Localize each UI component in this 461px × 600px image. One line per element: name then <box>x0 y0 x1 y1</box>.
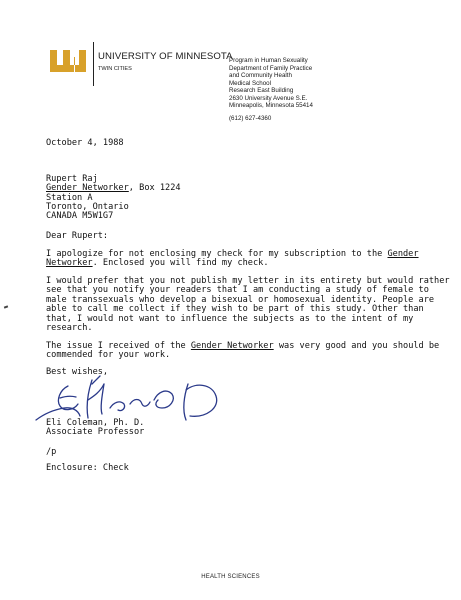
address-line: Program in Human Sexuality <box>229 57 308 64</box>
paragraph-1 <box>46 250 419 269</box>
paragraph-line: male transsexuals who develop a bisexual or homosexual identity. People are <box>46 294 435 305</box>
text-span: was very good and you should be <box>273 341 440 351</box>
letter-date: October 4, 1988 <box>46 138 124 148</box>
paragraph-line: commended for your work. <box>46 350 171 361</box>
closing: Best wishes, <box>46 367 109 377</box>
publication-title: Networker <box>46 258 93 269</box>
campus-name: TWIN CITIES <box>98 66 132 72</box>
typist-initials: /p <box>46 447 57 457</box>
paragraph-line: that, I would not want to influence the subjects as to the intent of my <box>46 313 414 324</box>
paragraph-3 <box>46 342 439 361</box>
phone-number: (612) 627-4360 <box>229 114 272 122</box>
signer-name: Eli Coleman, Ph. D. <box>46 418 145 428</box>
paragraph-2 <box>46 277 450 333</box>
address-line: Research East Building <box>229 87 294 94</box>
recipient-line: Station A <box>46 192 93 203</box>
paragraph-line: research. <box>46 323 93 334</box>
paragraph-line: see that you notify your readers that I am conducting a study of female to <box>46 285 429 296</box>
recipient-name: Rupert Raj <box>46 174 98 184</box>
letterhead-divider <box>93 42 94 86</box>
signer-block <box>46 419 144 438</box>
publication-title: Gender Networker <box>46 183 129 194</box>
address-line: Department of Family Practice <box>229 64 313 72</box>
text-span: I apologize for not enclosing my check for my subscription to the <box>46 249 388 259</box>
address-line: Medical School <box>229 79 271 87</box>
recipient-box: , Box 1224 <box>128 183 181 194</box>
publication-title: Gender <box>387 249 419 259</box>
paragraph-line <box>46 259 419 268</box>
department-address <box>229 57 313 122</box>
recipient-line: CANADA M5W1G7 <box>46 211 114 222</box>
university-logo-icon <box>48 50 88 74</box>
signer-title: Associate Professor <box>46 427 145 438</box>
publication-title: Gender Networker <box>190 341 274 351</box>
recipient-line: Toronto, Ontario <box>46 201 129 212</box>
text-span: . Enclosed you will find my check. <box>92 258 269 269</box>
footer-label: HEALTH SCIENCES <box>201 574 260 580</box>
paragraph-line: I would prefer that you not publish my letter in its entirety but would rather <box>46 276 450 286</box>
enclosure-note: Enclosure: Check <box>46 463 129 473</box>
text-span: The issue I received of the <box>46 341 191 351</box>
address-line: 2630 University Avenue S.E. <box>229 94 308 102</box>
university-name: UNIVERSITY OF MINNESOTA <box>98 51 233 62</box>
recipient-block <box>46 175 181 221</box>
address-line: and Community Health <box>229 72 292 79</box>
salutation: Dear Rupert: <box>46 231 109 241</box>
address-line: Minneapolis, Minnesota 55414 <box>229 102 313 109</box>
paragraph-line: able to call me collect if they wish to be part of this study. Other than <box>46 304 424 315</box>
margin-mark <box>4 305 8 308</box>
